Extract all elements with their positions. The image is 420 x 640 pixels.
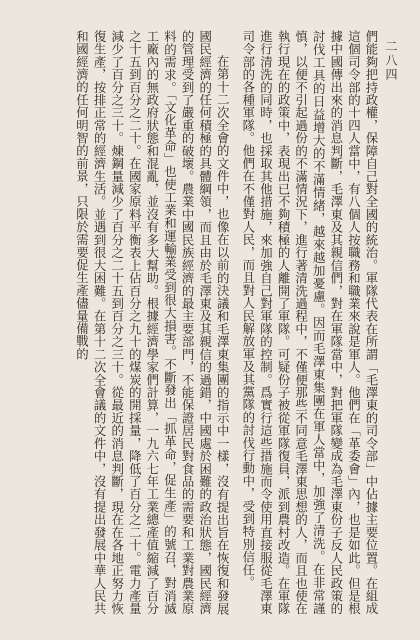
body-text bbox=[20, 30, 380, 615]
paragraph-1: 們能夠把持政權，保障自己對全國的統治。軍隊代表在所謂「毛澤東的司令部」中佔據主要位置。在組成這個司令部的十四人當中，有八個人按職務和職業來說是軍人。他們在「革委會」內，也是如此。但是根據中國傳出來的消息判斷，毛澤東及其親信們，對在軍隊當中，對把軍隊變成為毛澤東份子反人民政策的討伐工具的日益增大的不滿情緒，越來越加憂慮。因而毛澤東集團在軍人當中，加強了清洗。在非常謹慎，以便不引起過份的不滿情況下，進行著清洗過程中，不僅便那些不同意毛澤東思想的人，而且也使在執行現在的政策中，表現出已不夠積極的人離開了軍隊。可疑份子被從軍隊復員，派到農村改造。在軍隊進行清洗的同時，也採取其他措施，來加強自己對軍隊的控制。爲實行這些措施而令使用直接服從毛澤東司令部的各種軍隊。他們在不僅對人民，而且對人民解放軍及其黨隊的討伐行動中，受到特別信任。 bbox=[240, 30, 379, 615]
paragraph-2: 在第十二次全會的文件中，也像在以前的決議和毛澤東集團的指示中一樣，沒有提出旨在恢復和發展國民經濟的任何積極的具體綱領，而且由於毛澤東及其親信的過錯，中國處於困難的政治狀態，國民經濟的管理受到了嚴重的破壞。農業中國民族經濟的最主要部門，不能保證居民對食品的需要和工業對農業原料的需求。「文化革命」也使工業和運輸業受到很大損害。不斷發出「抓革命，促生產」的號召，對消滅工廠內的無政府狀態和混亂，並沒有多大幫助。根據經濟學家們計算，一九六七年工業總產值縮減了百分之十五到百分之二十。在國家原料平衡表上佔百分之九十的煤炭的開採量，降低了百分之二十。電力產量減少了百分之三十。煉鋼量減少了百分之二十五到百分之三十。從最近的消息判斷，現在在各地正努力恢復生產，按排正常的經濟生活。並遇到很大困難。在第十二次全會議的文件中，沒有提出發展中華人民共和國經濟的任何明智的前景，只限於需要促生產儘量備戰的 bbox=[74, 30, 231, 615]
page-number: 二八四 bbox=[384, 40, 398, 82]
